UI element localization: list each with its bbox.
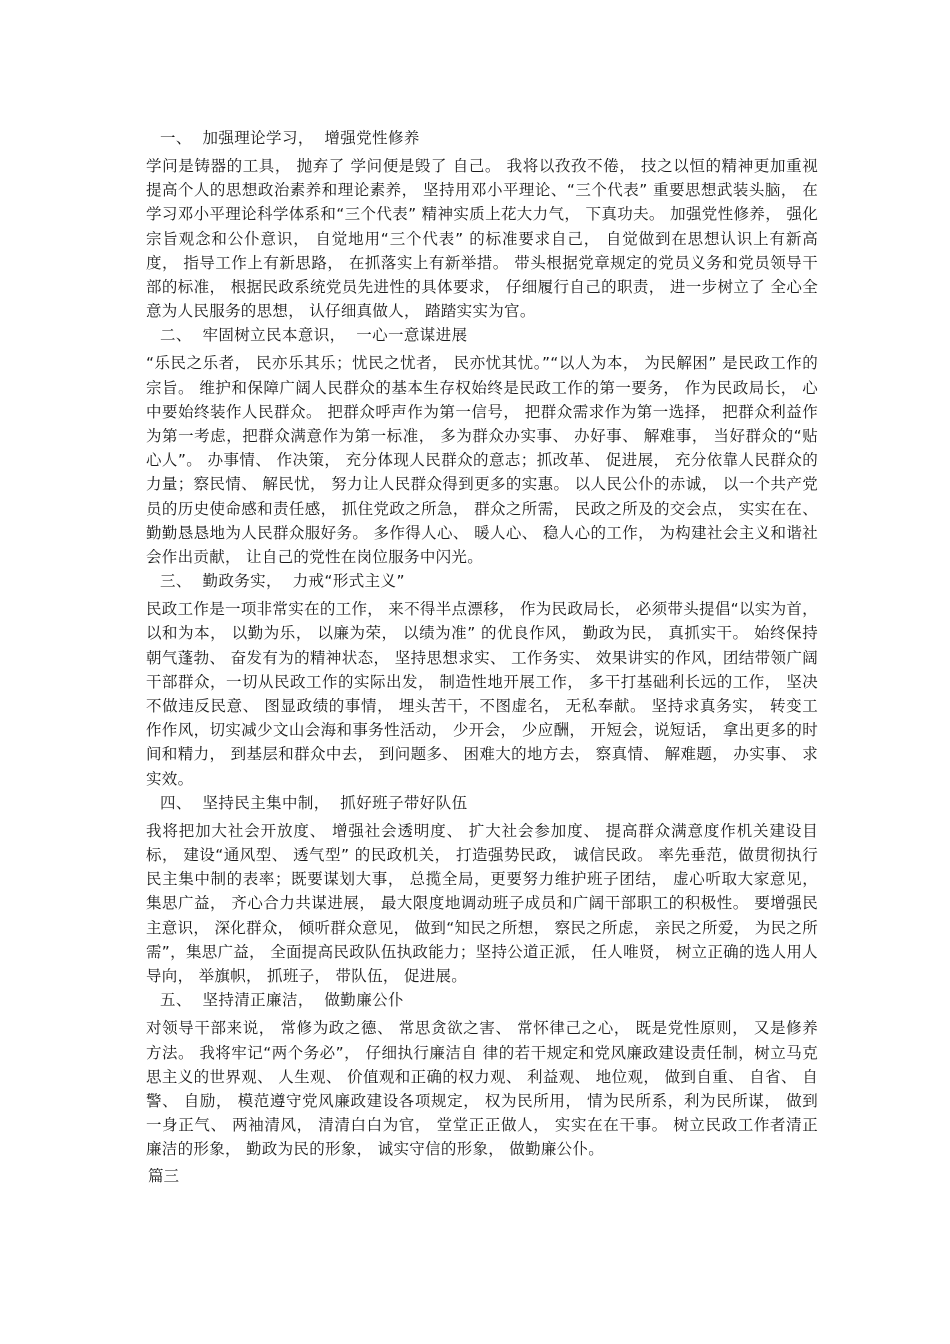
section-1: [146, 128, 818, 323]
section-heading: 二、 牢固树立民本意识， 一心一意谋进展: [160, 326, 468, 345]
section-body: 民政工作是一项非常实在的工作， 来不得半点漂移， 作为民政局长， 必须带头提倡“以实为首， 以和为本， 以勤为乐， 以廉为荣， 以绩为准” 的优良作风， 勤政为民， 真抓实干。 始终保持朝气蓬勃、 奋发有为的精神状态， 坚持思想求实、 工作务实、 效果讲实的作风，团结带领广阔干部群众，一切从民政工作的实际出发， 制造性地开展工作， 多干打基础利长远的工作， 坚决不做违反民意、 图显政绩的事情， 埋头苦干，不图虚名， 无私奉献。 坚持求真务实， 转变工作作风，切实减少文山会海和事务性活动， 少开会， 少应酬， 开短会，说短话， 拿出更多的时间和精力， 到基层和群众中去， 到问题多、 困难大的地方去， 察真情、 解难题， 办实事、 求实效。: [146, 600, 818, 788]
section-body: 学问是铸器的工具， 抛弃了 学问便是毁了 自己。 我将以孜孜不倦， 技之以恒的精神更加重视提高个人的思想政治素养和理论素养， 坚持用邓小平理论、“三个代表” 重要思想武装头脑， 在学习邓小平理论科学体系和“三个代表” 精神实质上花大力气， 下真功夫。 加强党性修养， 强化宗旨观念和公仆意识， 自觉地用“三个代表” 的标准要求自己， 自觉做到在思想认识上有新高度， 指导工作上有新思路， 在抓落实上有新举措。 带头根据党章规定的党员义务和党员领导干部的标准， 根据民政系统党员先进性的具体要求， 仔细履行自己的职责， 进一步树立了 全心全意为人民服务的思想， 认仔细真做人， 踏踏实实为官。: [146, 157, 818, 321]
section-heading: 五、 坚持清正廉洁， 做勤廉公仆: [160, 991, 404, 1010]
section-heading: 四、 坚持民主集中制， 抓好班子带好队伍: [160, 793, 468, 812]
next-section-label: 篇三: [148, 1166, 180, 1185]
section-4: [146, 793, 818, 988]
document-page: [146, 128, 818, 1186]
section-body: 我将把加大社会开放度、 增强社会透明度、 扩大社会参加度、 提高群众满意度作机关建设目 标， 建设“通风型、 透气型” 的民政机关， 打造强势民政， 诚信民政。 率先垂范，做贯彻执行民主集中制的表率；既要谋划大事， 总揽全局，更要努力维护班子团结， 虚心听取大家意见， 集思广益， 齐心合力共谋进展， 最大限度地调动班子成员和广阔干部职工的积极性。 要增强民主意识， 深化群众， 倾听群众意见， 做到“知民之所想， 察民之所虑， 亲民之所爱， 为民之所需”，集思广益， 全面提高民政队伍执政能力；坚持公道正派， 任人唯贤， 树立正确的选人用人导向， 举旗帜， 抓班子， 带队伍， 促进展。: [146, 821, 818, 986]
section-heading: 一、 加强理论学习， 增强党性修养: [160, 129, 420, 147]
section-body: 对领导干部来说， 常修为政之德、 常思贪欲之害、 常怀律己之心， 既是党性原则， 又是修养方法。 我将牢记“两个务必”， 仔细执行廉洁自 律的若干规定和党风廉政建设责任制，树立马克思主义的世界观、 人生观、 价值观和正确的权力观、 利益观、 地位观， 做到自重、 自省、 自警、 自励， 模范遵守党风廉政建设各项规定， 权为民所用， 情为民所系，利为民所谋， 做到一身正气、 两袖清风， 清清白白为官， 堂堂正正做人， 实实在在干事。 树立民政工作者清正廉洁的形象， 勤政为民的形象， 诚实守信的形象， 做勤廉公仆。: [146, 1019, 818, 1159]
section-5: [146, 990, 818, 1161]
section-3: [146, 571, 818, 791]
section-heading: 三、 勤政务实， 力戒“形式主义”: [160, 572, 405, 591]
section-2: [146, 325, 818, 569]
section-body: “乐民之乐者， 民亦乐其乐；忧民之忧者， 民亦忧其忧。”“以人为本， 为民解困” 是民政工作的宗旨。 维护和保障广阔人民群众的基本生存权始终是民政工作的第一要务， 作为民政局长， 心中要始终装作人民群众。 把群众呼声作为第一信号， 把群众需求作为第一选择， 把群众利益作为第一考虑，把群众满意作为第一标准， 多为群众办实事、 办好事、 解难事， 当好群众的“贴心人”。 办事情、 作决策， 充分体现人民群众的意志；抓改革、 促进展， 充分依靠人民群众的力量；察民情、 解民忧， 努力让人民群众得到更多的实惠。 以人民公仆的赤诚， 以一个共产党员的历史使命感和责任感， 抓住党政之所急， 群众之所需， 民政之所及的交会点， 实实在在、勤勤恳恳地为人民群众服好务。 多作得人心、 暖人心、 稳人心的工作， 为构建社会主义和谐社会作出贡献， 让自己的党性在岗位服务中闪光。: [146, 354, 818, 567]
